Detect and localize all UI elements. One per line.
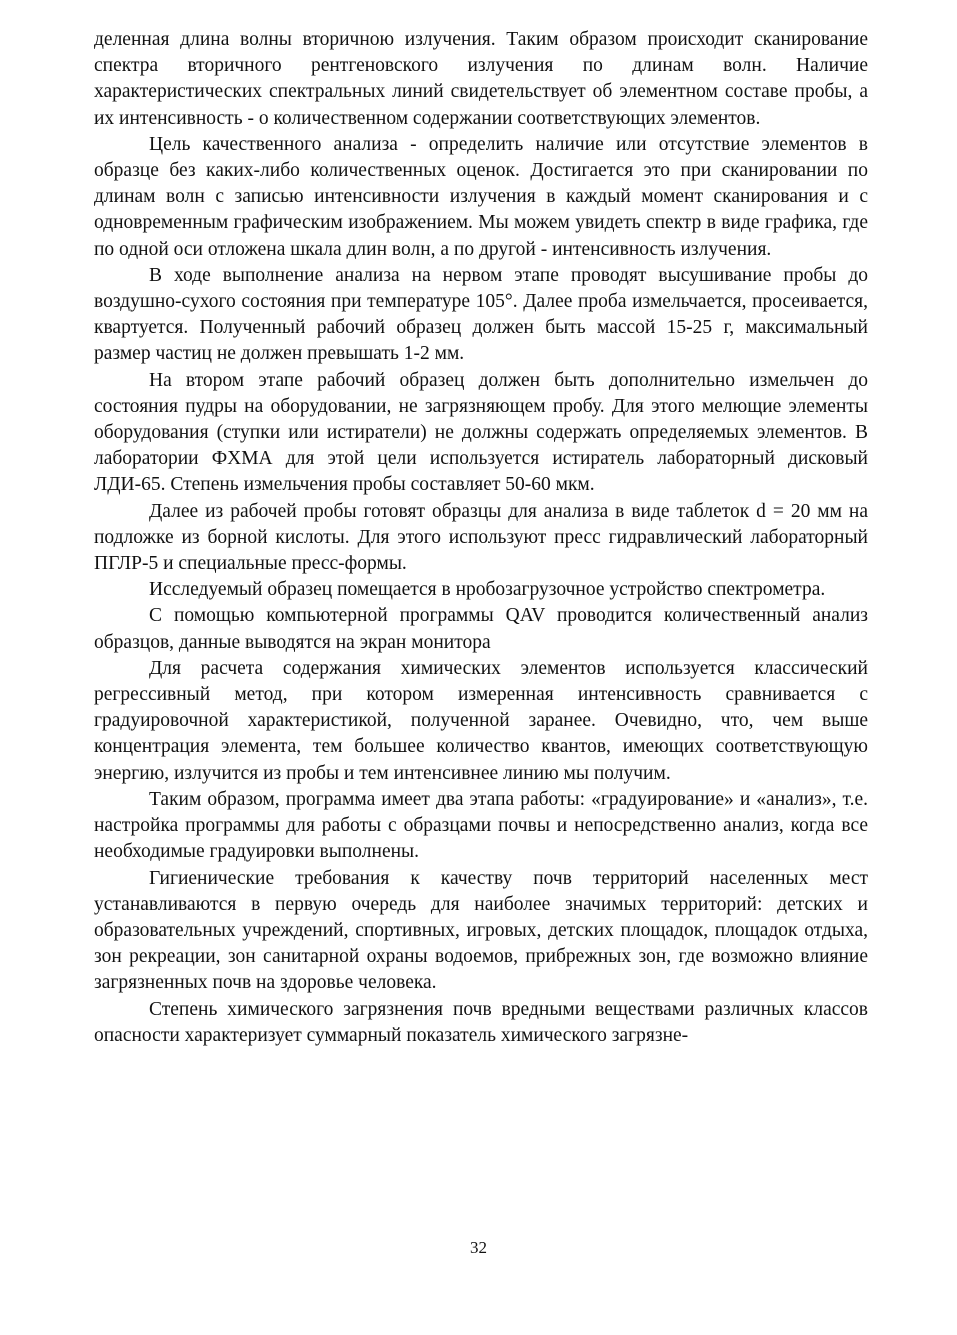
paragraph-10: Гигиенические требования к качеству почв территорий населенных мест устанавливаются в первую очередь для наиболее значимых территорий: детских и образовательных учреждений, спортивных, игровых, детских площадок, площадок отдыха, зон рекреации, зон санитарной охраны водоемов, прибрежных зон, где возможно влияние загрязненных почв на здоровье человека. [94,867,868,994]
paragraph-6: Исследуемый образец помещается в нробозагрузочное устройство спектрометра. [149,579,826,601]
paragraph-4: На втором этапе рабочий образец должен быть дополнительно измельчен до состояния пудры на оборудовании, не загрязняющем пробу. Для этого мелющие элементы оборудования (ступки или истиратели) не должны содержать определяемых элементов. В лаборатории ФХМА для этой цели используется истиратель лабораторный дисковый ЛДИ-65. Степень измельчения пробы составляет 50-60 мкм. [94,369,868,496]
page-number: 32 [470,1238,487,1257]
paragraph-11: Степень химического загрязнения почв вредными веществами различных классов опасности характеризует суммарный показатель химического загрязне- [94,998,868,1046]
paragraph-3: В ходе выполнение анализа на нервом этапе проводят высушивание пробы до воздушно-сухого состояния при температуре 105°. Далее проба измельчается, просеивается, квартуется. Полученный рабочий образец должен быть массой 15-25 г, максимальный размер частиц не должен превышать 1-2 мм. [94,264,868,365]
paragraph-9: Таким образом, программа имеет два этапа работы: «градуирование» и «анализ», т.е. настройка программы для работы с образцами почвы и непосредственно анализ, когда все необходимые градуировки выполнены. [94,788,868,863]
paragraph-5: Далее из рабочей пробы готовят образцы для анализа в виде таблеток d = 20 мм на подложке из борной кислоты. Для этого используют пресс гидравлический лабораторный ПГЛР-5 и специальные пресс-формы. [94,500,868,575]
paragraph-1: деленная длина волны вторичною излучения. Таким образом происходит сканирование спектра вторичного рентгеновского излучения по длинам волн. Наличие характеристических спектральных линий свидетельствует об элементном составе пробы, а их интенсивность - о количественном содержании соответствующих элементов. [94,29,868,129]
page-body [94,27,868,1049]
paragraph-7: С помощью компьютерной программы QAV проводится количественный анализ образцов, данные выводятся на экран монитора [94,605,868,653]
paragraph-2: Цель качественного анализа - определить наличие или отсутствие элементов в образце без каких-либо количественных оценок. Достигается это при сканировании по длинам волн с записью интенсивности излучения в каждый момент сканирования и с одновременным графическим изображением. Мы можем увидеть спектр в виде графика, где по одной оси отложена шкала длин волн, а по другой - интенсивность излучения. [94,133,868,260]
paragraph-8: Для расчета содержания химических элементов используется классический регрессивный метод, при котором измеренная интенсивность сравнивается с градуировочной характеристикой, полученной заранее. Очевидно, что, чем выше концентрация элемента, тем большее количество квантов, имеющих соответствующую энергию, излучится из пробы и тем интенсивнее линию мы получим. [94,657,868,784]
